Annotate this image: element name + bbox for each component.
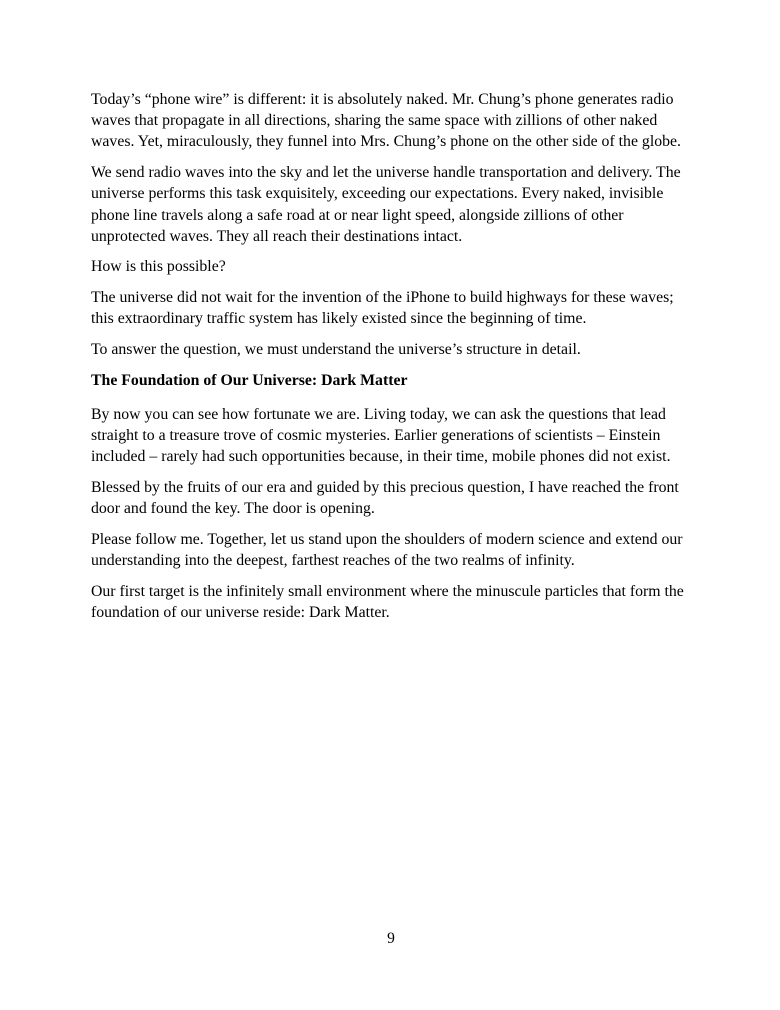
paragraph-first-target: Our first target is the infinitely small environment where the minuscule particles that form the foundation of our universe reside: Dark Matter. bbox=[91, 582, 684, 622]
paragraph-universe-highways: The universe did not wait for the invention of the iPhone to build highways for these waves; this extraordinary traffic system has likely existed since the beginning of time. bbox=[91, 289, 674, 328]
paragraph-fortunate: By now you can see how fortunate we are. Living today, we can ask the questions that lead straight to a treasure trove of cosmic mysteries. Earlier generations of scientists – Einstein included – rarely had such opportunities because, in their time, mobile phones did not exist. bbox=[91, 405, 671, 466]
paragraph-how-possible: How is this possible? bbox=[91, 258, 226, 276]
page-number: 9 bbox=[387, 930, 395, 947]
paragraph-radio-waves: We send radio waves into the sky and let the universe handle transportation and delivery. The universe performs this task exquisitely, exceeding our expectations. Every naked, invisible phone line travels along a safe road at or near light speed, alongside zillions of other unprotected waves. They all reach their destinations intact. bbox=[91, 164, 681, 245]
document-body bbox=[91, 89, 691, 633]
paragraph-answer-question: To answer the question, we must understand the universe’s structure in detail. bbox=[91, 341, 581, 359]
paragraph-phone-wire: Today’s “phone wire” is different: it is absolutely naked. Mr. Chung’s phone generates radio waves that propagate in all directions, sharing the same space with zillions of other naked waves. Yet, miraculously, they funnel into Mrs. Chung’s phone on the other side of the globe. bbox=[91, 91, 681, 151]
paragraph-please-follow: Please follow me. Together, let us stand upon the shoulders of modern science and extend our understanding into the deepest, farthest reaches of the two realms of infinity. bbox=[91, 530, 683, 570]
paragraph-blessed-fruits: Blessed by the fruits of our era and guided by this precious question, I have reached the front door and found the key. The door is opening. bbox=[91, 479, 679, 518]
section-heading-dark-matter: The Foundation of Our Universe: Dark Matter bbox=[91, 371, 408, 389]
